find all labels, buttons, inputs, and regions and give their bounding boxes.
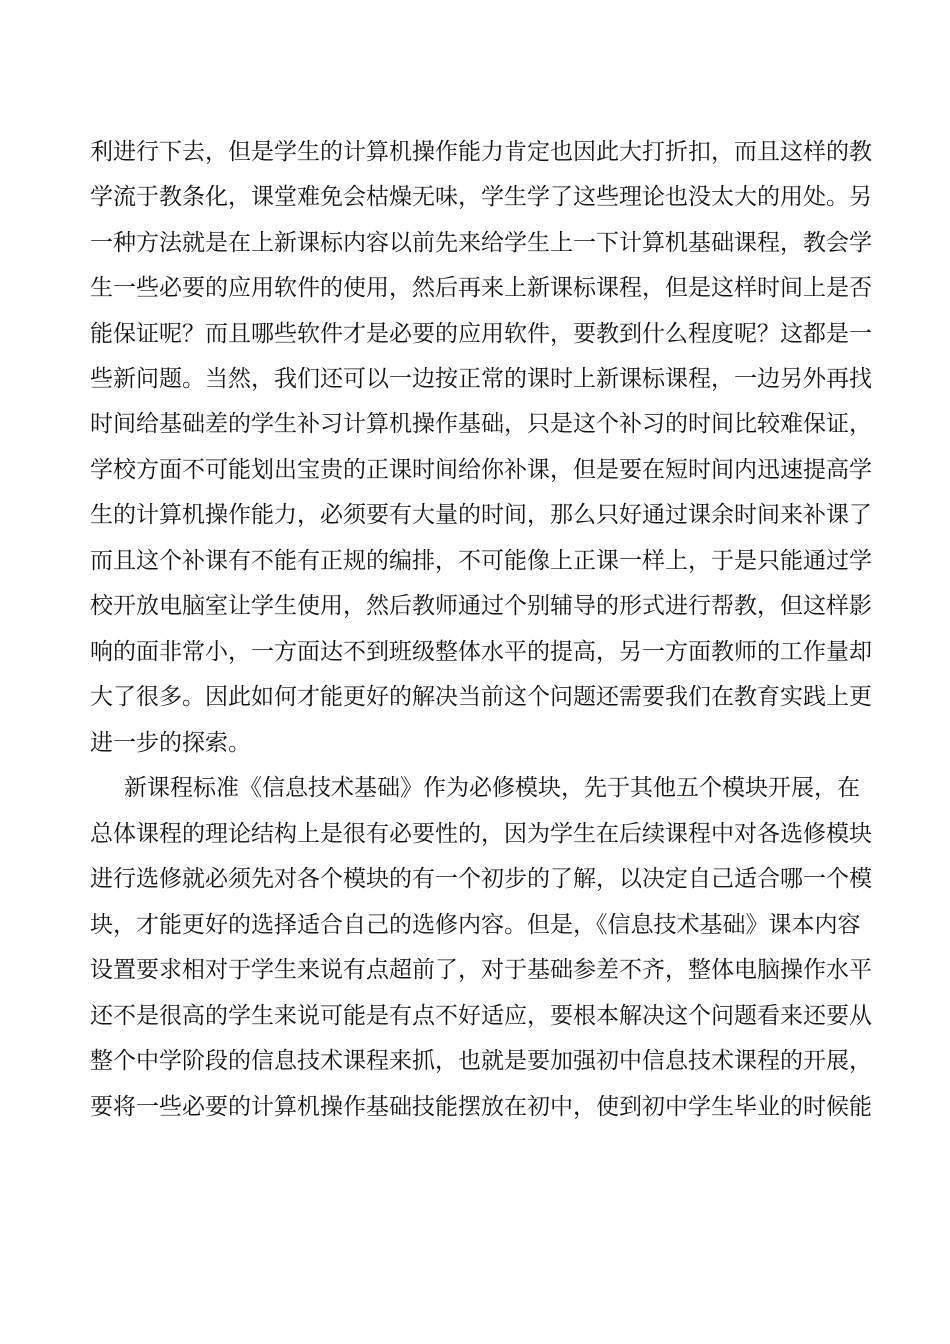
paragraph-2-line-8: 要将一些必要的计算机操作基础技能摆放在初中，使到初中学生毕业的时候能	[90, 1094, 872, 1120]
paragraph-1-line-13: 大了很多。因此如何才能更好的解决当前这个问题还需要我们在教育实践上更	[90, 684, 872, 710]
paragraph-2-line-4: 块，才能更好的选择适合自己的选修内容。但是，《信息技术基础》课本内容	[90, 912, 861, 938]
paragraph-2-line-7: 整个中学阶段的信息技术课程来抓，也就是要加强初中信息技术课程的开展，	[90, 1048, 872, 1074]
paragraph-1-line-14: 进一步的探索。	[90, 730, 251, 756]
paragraph-1-line-12: 响的面非常小，一方面达不到班级整体水平的提高，另一方面教师的工作量却	[90, 639, 872, 665]
paragraph-1-line-11: 校开放电脑室让学生使用，然后教师通过个别辅导的形式进行帮教，但这样影	[90, 593, 872, 619]
paragraph-2-line-2: 总体课程的理论结构上是很有必要性的，因为学生在后续课程中对各选修模块	[90, 821, 872, 847]
paragraph-1-line-3: 一种方法就是在上新课标内容以前先来给学生上一下计算机基础课程，教会学	[90, 230, 872, 256]
paragraph-1-line-9: 生的计算机操作能力，必须要有大量的时间，那么只好通过课余时间来补课了	[90, 502, 872, 528]
paragraph-1-line-10: 而且这个补课有不能有正规的编排，不可能像上正课一样上，于是只能通过学	[90, 548, 872, 574]
paragraph-1-line-1: 利进行下去，但是学生的计算机操作能力肯定也因此大打折扣，而且这样的教	[90, 139, 872, 165]
paragraph-2-line-6: 还不是很高的学生来说可能是有点不好适应，要根本解决这个问题看来还要从	[90, 1003, 872, 1029]
paragraph-1-line-6: 些新问题。当然，我们还可以一边按正常的课时上新课标课程，一边另外再找	[90, 366, 872, 392]
paragraph-2-line-5: 设置要求相对于学生来说有点超前了，对于基础参差不齐，整体电脑操作水平	[90, 957, 872, 983]
paragraph-1-line-2: 学流于教条化，课堂难免会枯燥无味，学生学了这些理论也没太大的用处。另	[90, 184, 872, 210]
paragraph-2-line-3: 进行选修就必须先对各个模块的有一个初步的了解，以决定自己适合哪一个模	[90, 866, 872, 892]
paragraph-2-line-1: 新课程标准《信息技术基础》作为必修模块，先于其他五个模块开展，在	[124, 775, 860, 801]
paragraph-1-line-8: 学校方面不可能划出宝贵的正课时间给你补课，但是要在短时间内迅速提高学	[90, 457, 872, 483]
paragraph-1-line-5: 能保证呢？而且哪些软件才是必要的应用软件，要教到什么程度呢？这都是一	[90, 321, 872, 347]
paragraph-1-line-7: 时间给基础差的学生补习计算机操作基础，只是这个补习的时间比较难保证，	[90, 411, 872, 437]
paragraph-1-line-4: 生一些必要的应用软件的使用，然后再来上新课标课程，但是这样时间上是否	[90, 275, 872, 301]
